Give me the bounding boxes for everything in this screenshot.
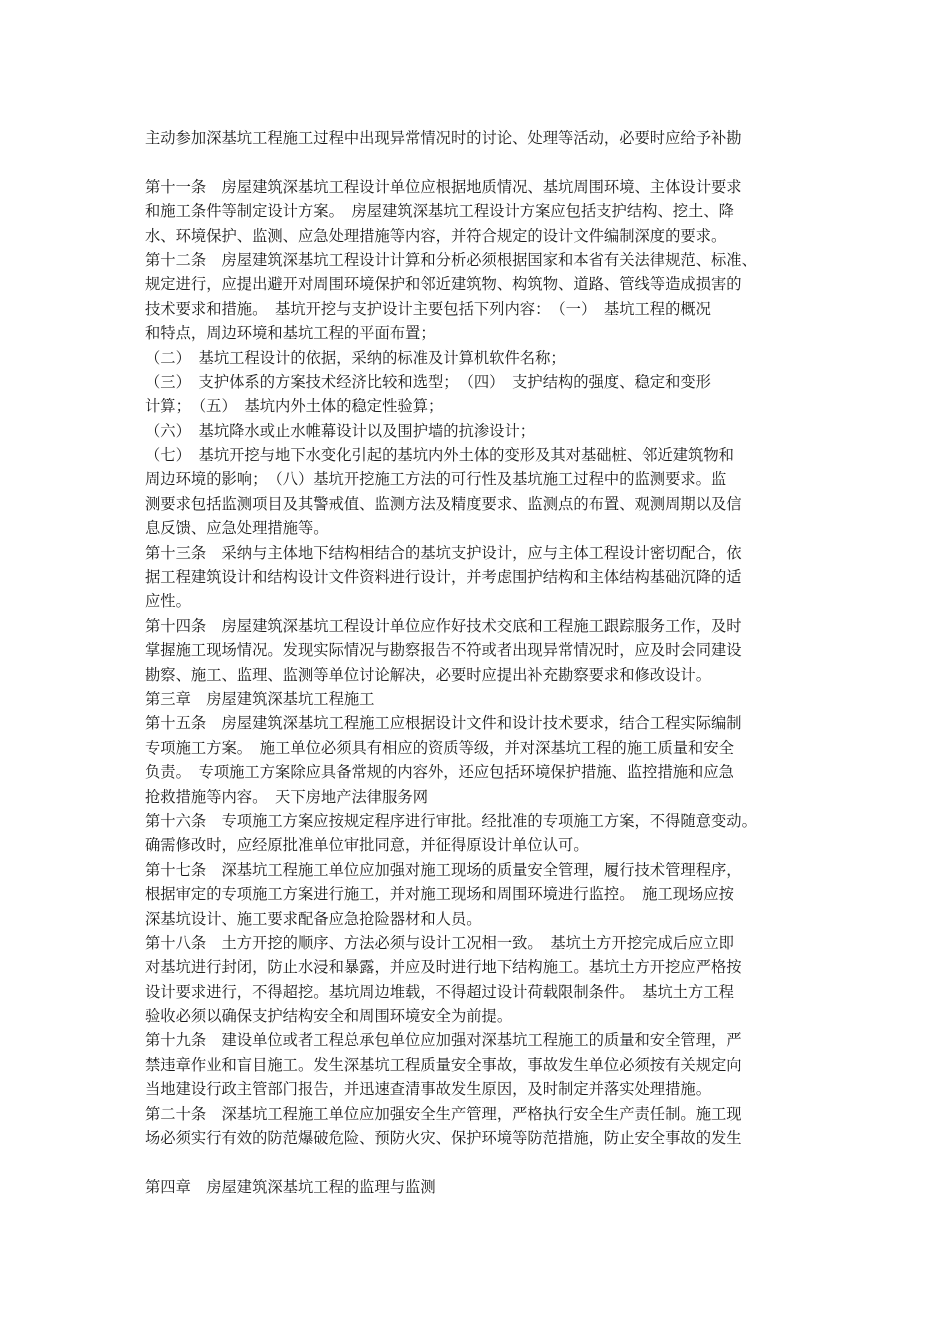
text-line: 掌握施工现场情况。发现实际情况与勘察报告不符或者出现异常情况时，应及时会同建设 (145, 641, 742, 660)
text-line: 第十五条 房屋建筑深基坑工程施工应根据设计文件和设计技术要求，结合工程实际编制 (145, 714, 742, 733)
chapter-four-heading: 第四章 房屋建筑深基坑工程的监理与监测 (145, 1177, 436, 1196)
text-line: 勘察、施工、监理、监测等单位讨论解决，必要时应提出补充勘察要求和修改设计。 (145, 665, 711, 684)
text-line: 据工程建筑设计和结构设计文件资料进行设计，并考虑围护结构和主体结构基础沉降的适 (145, 568, 742, 587)
text-line: 第十一条 房屋建筑深基坑工程设计单位应根据地质情况、基坑周围环境、主体设计要求 (145, 177, 742, 196)
text-line: 和特点，周边环境和基坑工程的平面布置； (145, 324, 436, 343)
text-line: 和施工条件等制定设计方案。 房屋建筑深基坑工程设计方案应包括支护结构、挖土、降 (145, 202, 734, 221)
text-line: 验收必须以确保支护结构安全和周围环境安全为前提。 (145, 1007, 513, 1026)
text-line: 第十八条 土方开挖的顺序、方法必须与设计工况相一致。 基坑土方开挖完成后应立即 (145, 933, 734, 952)
paragraph-block-2 (145, 175, 813, 1151)
text-line: 负责。 专项施工方案除应具备常规的内容外，还应包括环境保护措施、监控措施和应急 (145, 763, 734, 782)
text-line: 第十四条 房屋建筑深基坑工程设计单位应作好技术交底和工程施工跟踪服务工作，及时 (145, 616, 742, 635)
document-page (145, 126, 813, 1199)
text-line: （六） 基坑降水或止水帷幕设计以及围护墙的抗渗设计； (145, 421, 536, 440)
paragraph-gap (145, 1150, 813, 1174)
text-line: 技术要求和措施。 基坑开挖与支护设计主要包括下列内容： （一） 基坑工程的概况 (145, 299, 711, 318)
text-line: 水、环境保护、监测、应急处理措施等内容，并符合规定的设计文件编制深度的要求。 (145, 226, 727, 245)
text-line: 第十二条 房屋建筑深基坑工程设计计算和分析必须根据国家和本省有关法律规范、标准、 (145, 250, 757, 269)
text-line: 抢救措施等内容。 天下房地产法律服务网 (145, 787, 428, 806)
text-line: 禁违章作业和盲目施工。发生深基坑工程质量安全事故，事故发生单位必须按有关规定向 (145, 1055, 742, 1074)
text-line: 深基坑设计、施工要求配备应急抢险器材和人员。 (145, 909, 482, 928)
text-line: 专项施工方案。 施工单位必须具有相应的资质等级，并对深基坑工程的施工质量和安全 (145, 738, 734, 757)
text-line: 第十九条 建设单位或者工程总承包单位应加强对深基坑工程施工的质量和安全管理，严 (145, 1031, 742, 1050)
text-line: 设计要求进行，不得超挖。基坑周边堆载，不得超过设计荷载限制条件。 基坑土方工程 (145, 982, 734, 1001)
text-line: 场必须实行有效的防范爆破危险、预防火灾、保护环境等防范措施，防止安全事故的发生 (145, 1129, 742, 1148)
text-line: 测要求包括监测项目及其警戒值、监测方法及精度要求、监测点的布置、观测周期以及信 (145, 494, 742, 513)
text-line: 息反馈、应急处理措施等。 (145, 519, 329, 538)
text-line: 计算； （五） 基坑内外土体的稳定性验算； (145, 397, 444, 416)
text-line: 第二十条 深基坑工程施工单位应加强安全生产管理，严格执行安全生产责任制。施工现 (145, 1104, 742, 1123)
text-line: 第十六条 专项施工方案应按规定程序进行审批。经批准的专项施工方案，不得随意变动。 (145, 811, 757, 830)
text-line: （七） 基坑开挖与地下水变化引起的基坑内外土体的变形及其对基础桩、邻近建筑物和 (145, 446, 734, 465)
paragraph-block-1 (145, 126, 813, 150)
text-line: 当地建设行政主管部门报告，并迅速查清事故发生原因，及时制定并落实处理措施。 (145, 1080, 711, 1099)
text-line: 第三章 房屋建筑深基坑工程施工 (145, 689, 375, 708)
text-line: 第十七条 深基坑工程施工单位应加强对施工现场的质量安全管理，履行技术管理程序， (145, 860, 742, 879)
text-line: （三） 支护体系的方案技术经济比较和选型； （四） 支护结构的强度、稳定和变形 (145, 372, 711, 391)
text-line: 周边环境的影响； （八）基坑开挖施工方法的可行性及基坑施工过程中的监测要求。监 (145, 470, 727, 489)
text-line: 确需修改时，应经原批准单位审批同意，并征得原设计单位认可。 (145, 836, 589, 855)
text-line: 对基坑进行封闭，防止水浸和暴露，并应及时进行地下结构施工。基坑土方开挖应严格按 (145, 958, 742, 977)
text-line: 主动参加深基坑工程施工过程中出现异常情况时的讨论、处理等活动，必要时应给予补勘 (145, 129, 742, 147)
text-line: 第十三条 采纳与主体地下结构相结合的基坑支护设计，应与主体工程设计密切配合，依 (145, 543, 742, 562)
text-line: 应性。 (145, 592, 191, 611)
text-line: 根据审定的专项施工方案进行施工，并对施工现场和周围环境进行监控。 施工现场应按 (145, 885, 734, 904)
text-line: 规定进行，应提出避开对周围环境保护和邻近建筑物、构筑物、道路、管线等造成损害的 (145, 275, 742, 294)
text-line: （二） 基坑工程设计的依据，采纳的标准及计算机软件名称； (145, 348, 566, 367)
paragraph-gap (145, 150, 813, 174)
